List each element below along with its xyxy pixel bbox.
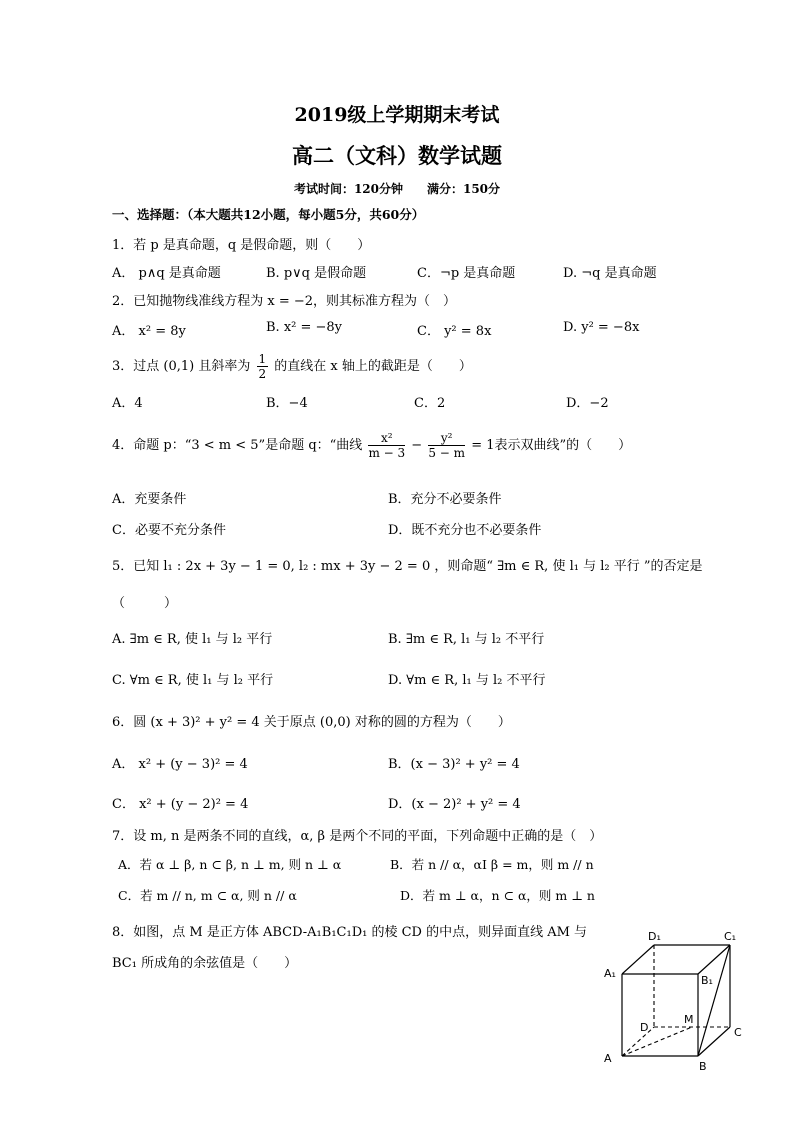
q6-option-d: D．(x − 2)² + y² = 4 bbox=[388, 797, 521, 812]
q5-option-d: D. ∀m ∈ R, l₁ 与 l₂ 不平行 bbox=[388, 673, 546, 688]
q7-option-b: B．若 n // α，αΙ β = m，则 m // n bbox=[390, 857, 594, 872]
q3-option-c: C．2 bbox=[414, 396, 446, 411]
question-4 bbox=[112, 431, 631, 460]
q1-option-a: A． p∧q 是真命题 bbox=[112, 266, 221, 281]
q1-option-d: D. ¬q 是真命题 bbox=[563, 266, 657, 281]
label-d: D bbox=[640, 1021, 649, 1034]
q5-option-c: C. ∀m ∈ R, 使 l₁ 与 l₂ 平行 bbox=[112, 673, 274, 688]
q4-option-a: A．充要条件 bbox=[112, 492, 187, 507]
segment-bc1 bbox=[698, 945, 730, 1056]
q5-option-a: A. ∃m ∈ R, 使 l₁ 与 l₂ 平行 bbox=[112, 632, 273, 647]
q3-option-d: D．−2 bbox=[566, 396, 609, 411]
label-m: M bbox=[684, 1013, 694, 1026]
question-2: 2．已知抛物线准线方程为 x = −2，则其标准方程为（ ） bbox=[112, 294, 457, 309]
q6-option-b: B．(x − 3)² + y² = 4 bbox=[388, 757, 520, 772]
q4-option-b: B．充分不必要条件 bbox=[388, 492, 502, 507]
q4-frac1-num: x² bbox=[368, 431, 405, 446]
q4-frac2-num: y² bbox=[428, 431, 465, 446]
label-b: B bbox=[699, 1060, 707, 1073]
q3-fraction bbox=[257, 352, 269, 381]
question-8-line2: BC₁ 所成角的余弦值是（ ） bbox=[112, 956, 298, 971]
question-7: 7．设 m, n 是两条不同的直线，α, β 是两个不同的平面，下列命题中正确的是（ ） bbox=[112, 829, 603, 844]
q3-frac-den: 2 bbox=[258, 367, 267, 381]
section-heading: 一、选择题：（本大题共12小题，每小题5分，共60分） bbox=[112, 207, 425, 222]
cube-figure bbox=[598, 928, 758, 1078]
edge-a1-d1 bbox=[622, 945, 654, 974]
hidden-segment-am bbox=[622, 1027, 692, 1056]
label-d1: D₁ bbox=[648, 930, 661, 943]
q2-option-c: C． y² = 8x bbox=[417, 324, 492, 339]
q4-minus: − bbox=[411, 438, 423, 453]
q4-option-d: D．既不充分也不必要条件 bbox=[388, 523, 542, 538]
q3-frac-num: 1 bbox=[258, 352, 267, 366]
q4-stem-a: 4．命题 p：“3 < m < 5”是命题 q：“曲线 bbox=[112, 438, 363, 453]
q1-option-c: C．¬p 是真命题 bbox=[417, 266, 516, 281]
q2-option-a: A． x² = 8y bbox=[112, 324, 186, 339]
q4-frac2-den: 5 − m bbox=[428, 446, 466, 460]
q5-option-b: B. ∃m ∈ R, l₁ 与 l₂ 不平行 bbox=[388, 632, 545, 647]
exam-subtitle: 高二（文科）数学试题 bbox=[292, 143, 502, 168]
question-6: 6．圆 (x + 3)² + y² = 4 关于原点 (0,0) 对称的圆的方程为（ ） bbox=[112, 715, 511, 730]
q7-option-d: D．若 m ⊥ α，n ⊂ α，则 m ⊥ n bbox=[400, 888, 595, 903]
exam-meta: 考试时间：120分钟 满分：150分 bbox=[293, 182, 501, 196]
label-c1: C₁ bbox=[724, 930, 737, 943]
q4-option-c: C．必要不充分条件 bbox=[112, 523, 226, 538]
question-1: 1．若 p 是真命题，q 是假命题，则（ ） bbox=[112, 238, 371, 253]
q6-option-a: A． x² + (y − 3)² = 4 bbox=[112, 757, 248, 772]
question-5-blank: （ ） bbox=[112, 596, 178, 611]
q2-option-d: D. y² = −8x bbox=[563, 320, 640, 335]
q3-option-a: A．4 bbox=[112, 396, 143, 411]
q4-stem-b: = 1表示双曲线”的（ ） bbox=[471, 438, 632, 453]
question-3 bbox=[112, 352, 472, 381]
question-8: 8．如图，点 M 是正方体 ABCD-A₁B₁C₁D₁ 的棱 CD 的中点，则异面直线 AM 与 bbox=[112, 925, 588, 940]
q3-stem-b: 的直线在 x 轴上的截距是（ ） bbox=[274, 359, 472, 374]
hidden-edge-a-d bbox=[622, 1027, 654, 1056]
q4-frac1-den: m − 3 bbox=[368, 446, 406, 460]
label-a1: A₁ bbox=[604, 967, 616, 980]
q6-option-c: C． x² + (y − 2)² = 4 bbox=[112, 797, 249, 812]
q7-option-a: A．若 α ⊥ β, n ⊂ β, n ⊥ m, 则 n ⊥ α bbox=[118, 857, 342, 872]
q2-option-b: B. x² = −8y bbox=[266, 320, 343, 335]
q3-stem-a: 3．过点 (0,1) 且斜率为 bbox=[112, 359, 251, 374]
q1-option-b: B. p∨q 是假命题 bbox=[266, 266, 367, 281]
label-b1: B₁ bbox=[701, 974, 713, 987]
q4-fraction-1 bbox=[368, 431, 405, 460]
exam-title: 2019级上学期期末考试 bbox=[294, 104, 500, 126]
q7-option-c: C．若 m // n, m ⊂ α, 则 n // α bbox=[118, 888, 297, 903]
label-c: C bbox=[734, 1026, 742, 1039]
q4-fraction-2 bbox=[428, 431, 465, 460]
question-5: 5．已知 l₁ : 2x + 3y − 1 = 0, l₂ : mx + 3y − 2 = 0 ，则命题“ ∃m ∈ R, 使 l₁ 与 l₂ 平行 ”的否定是 bbox=[112, 559, 703, 574]
label-a: A bbox=[604, 1052, 612, 1065]
q3-option-b: B．−4 bbox=[266, 396, 308, 411]
